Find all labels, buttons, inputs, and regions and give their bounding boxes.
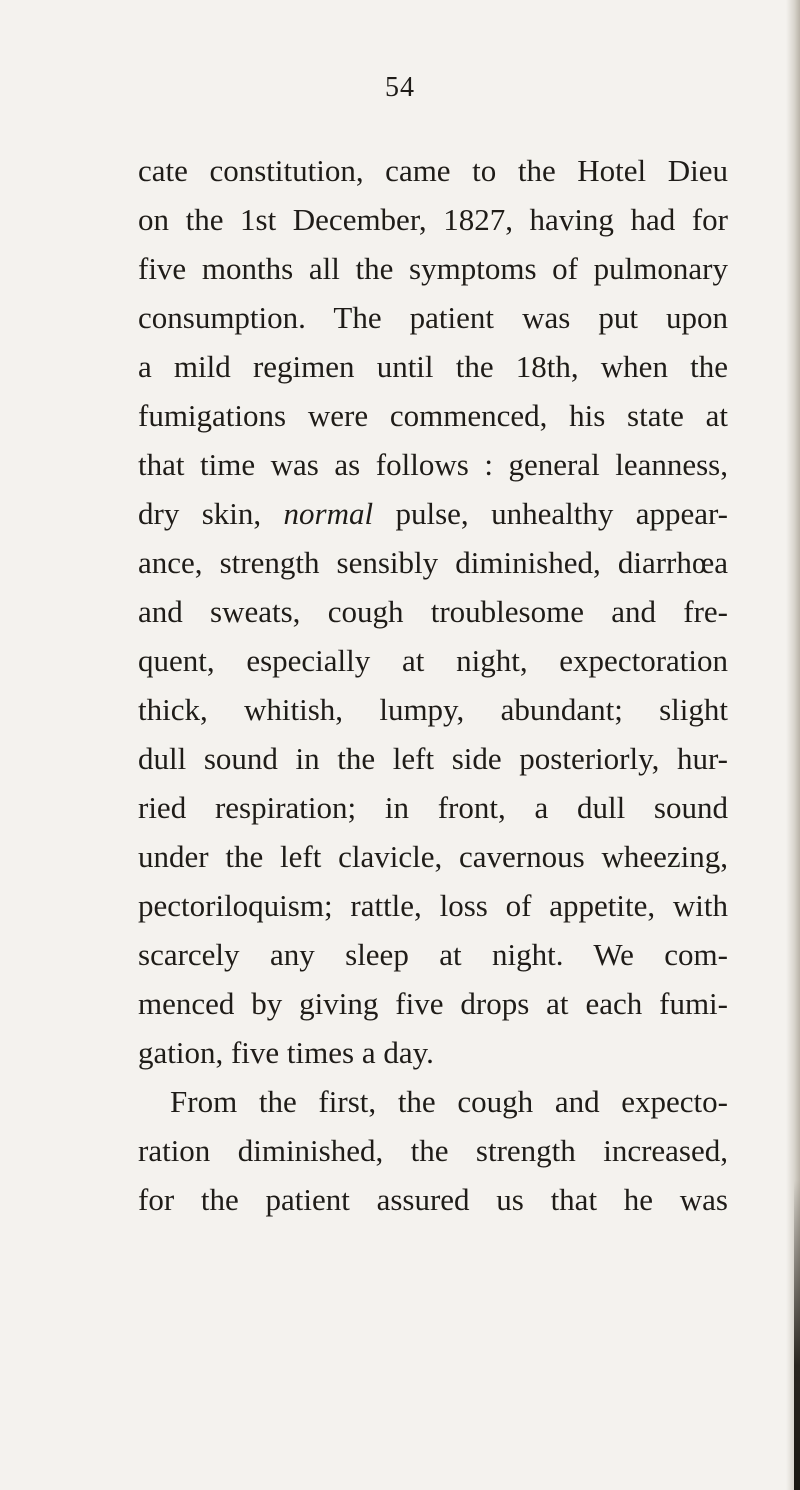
text-line: quent, especially at night, expectoration [138, 643, 728, 678]
text-fragment: dry skin, [138, 496, 262, 531]
text-line: pectoriloquism; rattle, loss of appetite, with [138, 888, 728, 923]
page-number: 54 [385, 72, 415, 103]
text-line: on the 1st December, 1827, having had for [138, 202, 728, 237]
text-line: ration diminished, the strength increased, [138, 1133, 728, 1168]
text-line: dull sound in the left side posteriorly, hur- [138, 741, 728, 776]
text-line: From the first, the cough and expecto- [170, 1084, 728, 1119]
text-line: menced by giving five drops at each fumi- [138, 986, 728, 1021]
text-line: ried respiration; in front, a dull sound [138, 790, 728, 825]
text-line: for the patient assured us that he was [138, 1182, 728, 1217]
text-line: under the left clavicle, cavernous wheezing, [138, 839, 728, 874]
text-line: gation, five times a day. [138, 1035, 434, 1070]
text-line: cate constitution, came to the Hotel Dieu [138, 153, 728, 188]
text-fragment: pulse, unhealthy appear- [395, 496, 729, 531]
italic-word: normal [283, 496, 374, 531]
text-line: a mild regimen until the 18th, when the [138, 349, 728, 384]
text-line: scarcely any sleep at night. We com- [138, 937, 728, 972]
body-text [138, 146, 728, 1224]
text-line: consumption. The patient was put upon [138, 300, 728, 335]
text-line: thick, whitish, lumpy, abundant; slight [138, 692, 728, 727]
text-line: five months all the symptoms of pulmonary [138, 251, 728, 286]
binding-edge [794, 1180, 800, 1490]
text-line: that time was as follows : general leanness, [138, 447, 728, 482]
text-line: ance, strength sensibly diminished, diarrhœa [138, 545, 728, 580]
text-line-with-italic [138, 489, 728, 538]
text-line: fumigations were commenced, his state at [138, 398, 728, 433]
text-line: and sweats, cough troublesome and fre- [138, 594, 728, 629]
